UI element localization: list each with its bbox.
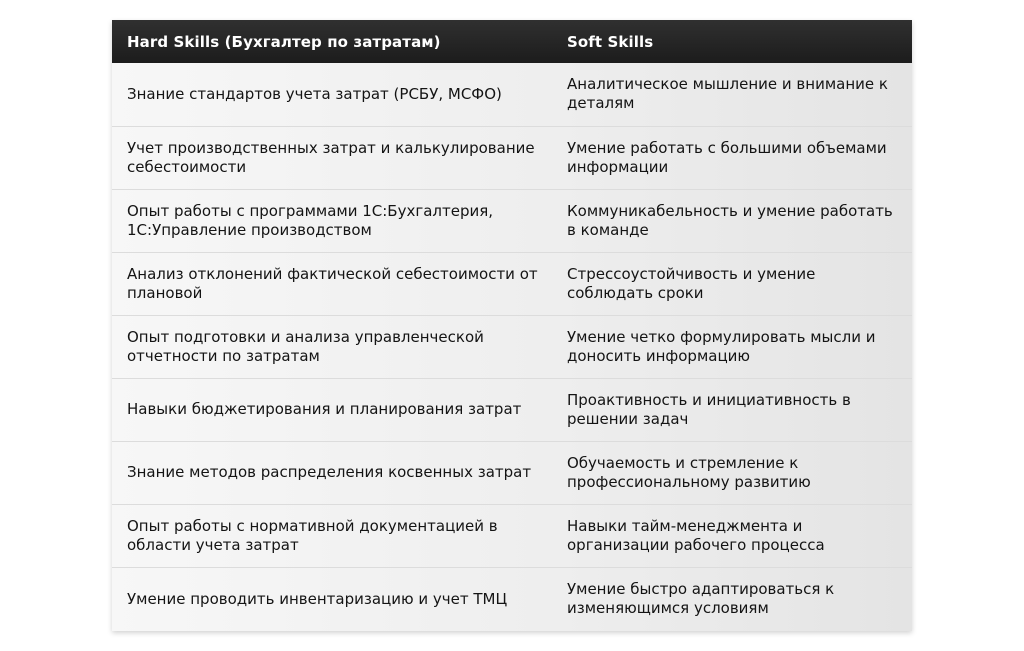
hard-skill-cell: Опыт работы с нормативной документацией в области учета затрат bbox=[112, 504, 552, 567]
hard-skill-cell: Умение проводить инвентаризацию и учет ТМЦ bbox=[127, 589, 508, 608]
soft-skill-cell: Умение быстро адаптироваться к изменяющимся условиям bbox=[567, 580, 835, 618]
hard-skill-cell: Знание стандартов учета затрат (РСБУ, МСФО) bbox=[112, 63, 552, 126]
hard-skill-cell: Анализ отклонений фактической себестоимости от плановой bbox=[112, 252, 552, 315]
soft-skill-cell: Обучаемость и стремление к профессиональному развитию bbox=[552, 441, 912, 504]
table-row bbox=[112, 567, 912, 631]
soft-skill-cell: Умение работать с большими объемами информации bbox=[552, 126, 912, 189]
table-row bbox=[112, 315, 912, 378]
table-row bbox=[112, 441, 912, 504]
header-soft-skills: Soft Skills bbox=[567, 32, 654, 51]
header-hard-skills: Hard Skills (Бухгалтер по затратам) bbox=[127, 32, 441, 51]
table-row bbox=[112, 63, 912, 126]
skills-table bbox=[112, 20, 912, 631]
soft-skill-cell: Навыки тайм-менеджмента и организации рабочего процесса bbox=[552, 504, 912, 567]
hard-skill-cell: Опыт подготовки и анализа управленческой отчетности по затратам bbox=[112, 315, 552, 378]
table-row bbox=[112, 504, 912, 567]
hard-skill-cell: Учет производственных затрат и калькулирование себестоимости bbox=[112, 126, 552, 189]
soft-skill-cell: Коммуникабельность и умение работать в команде bbox=[552, 189, 912, 252]
hard-skill-cell: Навыки бюджетирования и планирования затрат bbox=[112, 378, 552, 441]
table-body bbox=[112, 63, 912, 631]
hard-skill-cell: Знание методов распределения косвенных затрат bbox=[112, 441, 552, 504]
soft-skill-cell: Аналитическое мышление и внимание к деталям bbox=[552, 63, 912, 126]
header-row bbox=[112, 20, 912, 63]
soft-skill-cell: Стрессоустойчивость и умение соблюдать сроки bbox=[552, 252, 912, 315]
hard-skill-cell: Опыт работы с программами 1С:Бухгалтерия, 1С:Управление производством bbox=[112, 189, 552, 252]
table-row bbox=[112, 378, 912, 441]
table-row bbox=[112, 126, 912, 189]
soft-skill-cell: Проактивность и инициативность в решении задач bbox=[552, 378, 912, 441]
table-row bbox=[112, 252, 912, 315]
table-header bbox=[112, 20, 912, 63]
soft-skill-cell: Умение четко формулировать мысли и доносить информацию bbox=[552, 315, 912, 378]
table-row bbox=[112, 189, 912, 252]
